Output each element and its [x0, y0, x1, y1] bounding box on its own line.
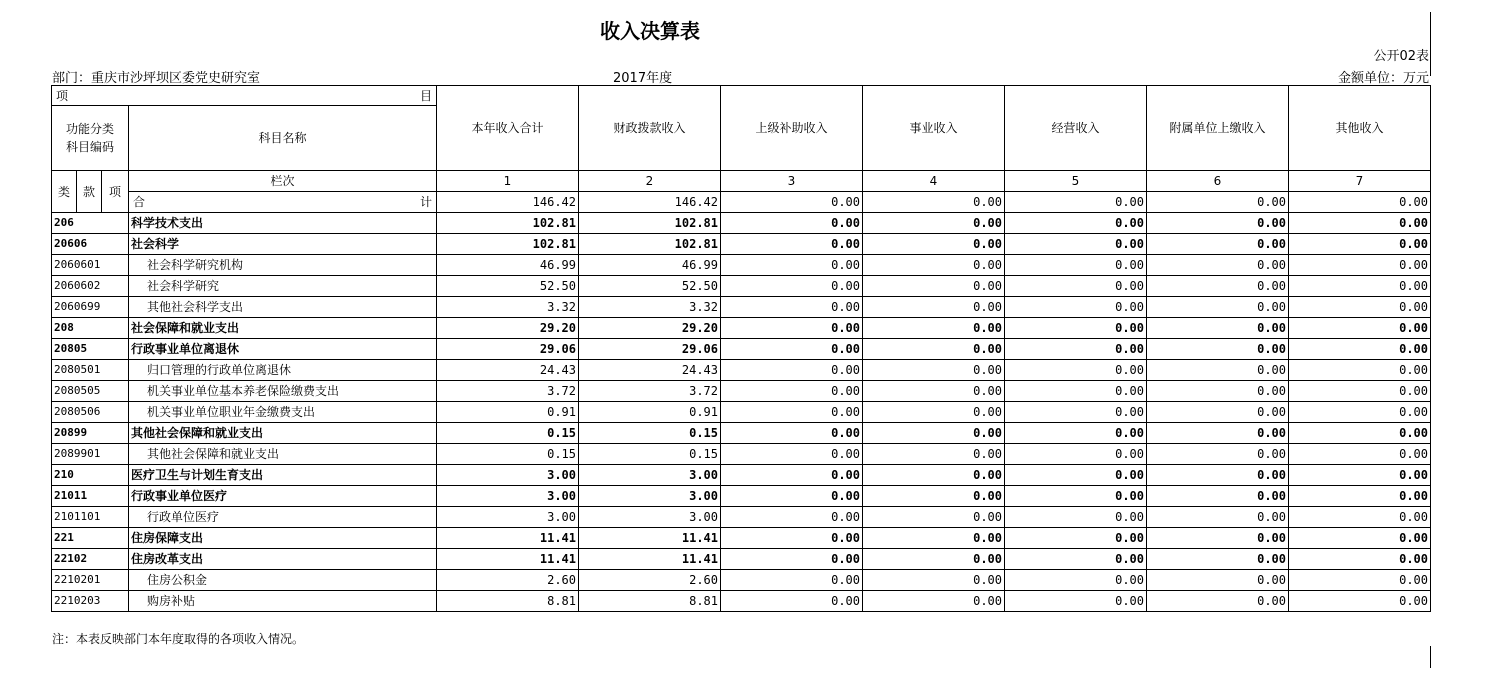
row-value-7: 0.00	[1289, 213, 1431, 234]
row-value-1: 11.41	[437, 549, 579, 570]
total-row	[52, 192, 1431, 213]
row-value-3: 0.00	[721, 360, 863, 381]
row-value-5: 0.00	[1005, 507, 1147, 528]
row-name: 行政事业单位离退休	[129, 339, 437, 360]
row-value-7: 0.00	[1289, 570, 1431, 591]
row-value-7: 0.00	[1289, 234, 1431, 255]
total-value-6: 0.00	[1147, 192, 1289, 213]
row-code: 208	[52, 318, 129, 339]
row-value-1: 3.00	[437, 507, 579, 528]
income-table	[51, 85, 1431, 612]
row-value-2: 46.99	[579, 255, 721, 276]
row-value-2: 11.41	[579, 528, 721, 549]
row-code: 206	[52, 213, 129, 234]
row-value-2: 3.00	[579, 465, 721, 486]
row-name: 其他社会保障和就业支出	[129, 444, 437, 465]
row-value-2: 2.60	[579, 570, 721, 591]
row-value-3: 0.00	[721, 444, 863, 465]
row-code: 2060602	[52, 276, 129, 297]
row-code: 2101101	[52, 507, 129, 528]
row-value-5: 0.00	[1005, 465, 1147, 486]
row-value-1: 0.15	[437, 444, 579, 465]
table-row	[52, 276, 1431, 297]
year-label: 2017年度	[613, 71, 673, 86]
total-value-2: 146.42	[579, 192, 721, 213]
row-value-3: 0.00	[721, 465, 863, 486]
row-name: 住房保障支出	[129, 528, 437, 549]
row-value-4: 0.00	[863, 465, 1005, 486]
table-row	[52, 549, 1431, 570]
row-value-5: 0.00	[1005, 276, 1147, 297]
total-value-4: 0.00	[863, 192, 1005, 213]
row-value-7: 0.00	[1289, 507, 1431, 528]
total-value-3: 0.00	[721, 192, 863, 213]
row-name: 医疗卫生与计划生育支出	[129, 465, 437, 486]
row-value-3: 0.00	[721, 507, 863, 528]
subject-name-header: 科目名称	[129, 106, 437, 171]
row-value-4: 0.00	[863, 360, 1005, 381]
row-value-6: 0.00	[1147, 444, 1289, 465]
row-value-1: 29.06	[437, 339, 579, 360]
row-value-1: 24.43	[437, 360, 579, 381]
lei-header: 类	[52, 171, 77, 213]
row-name: 归口管理的行政单位离退休	[129, 360, 437, 381]
row-code: 2060699	[52, 297, 129, 318]
row-value-3: 0.00	[721, 213, 863, 234]
row-value-1: 0.15	[437, 423, 579, 444]
row-name: 行政单位医疗	[129, 507, 437, 528]
row-value-7: 0.00	[1289, 591, 1431, 612]
table-row	[52, 423, 1431, 444]
row-value-4: 0.00	[863, 255, 1005, 276]
row-name: 其他社会科学支出	[129, 297, 437, 318]
row-value-5: 0.00	[1005, 423, 1147, 444]
row-code: 20899	[52, 423, 129, 444]
row-value-6: 0.00	[1147, 255, 1289, 276]
col-number-1: 1	[437, 171, 579, 192]
row-value-6: 0.00	[1147, 213, 1289, 234]
row-value-1: 3.72	[437, 381, 579, 402]
row-value-2: 0.15	[579, 423, 721, 444]
row-value-4: 0.00	[863, 591, 1005, 612]
row-value-3: 0.00	[721, 381, 863, 402]
department-label: 部门：重庆市沙坪坝区委党史研究室	[52, 71, 261, 86]
row-value-3: 0.00	[721, 234, 863, 255]
row-value-2: 11.41	[579, 549, 721, 570]
row-value-4: 0.00	[863, 507, 1005, 528]
row-value-6: 0.00	[1147, 234, 1289, 255]
row-value-2: 3.32	[579, 297, 721, 318]
row-value-5: 0.00	[1005, 444, 1147, 465]
row-value-4: 0.00	[863, 318, 1005, 339]
row-name: 社会科学研究机构	[129, 255, 437, 276]
row-value-5: 0.00	[1005, 549, 1147, 570]
row-name: 社会科学	[129, 234, 437, 255]
row-value-5: 0.00	[1005, 381, 1147, 402]
table-row	[52, 339, 1431, 360]
row-value-4: 0.00	[863, 297, 1005, 318]
row-value-6: 0.00	[1147, 465, 1289, 486]
row-value-1: 8.81	[437, 591, 579, 612]
row-value-6: 0.00	[1147, 402, 1289, 423]
col-header-3: 上级补助收入	[721, 86, 863, 171]
row-value-5: 0.00	[1005, 297, 1147, 318]
row-name: 社会科学研究	[129, 276, 437, 297]
col-header-1: 本年收入合计	[437, 86, 579, 171]
col-header-4: 事业收入	[863, 86, 1005, 171]
row-value-3: 0.00	[721, 486, 863, 507]
kuan-header: 款	[77, 171, 102, 213]
table-row	[52, 591, 1431, 612]
table-row	[52, 570, 1431, 591]
row-value-1: 2.60	[437, 570, 579, 591]
row-value-7: 0.00	[1289, 444, 1431, 465]
row-value-1: 3.32	[437, 297, 579, 318]
row-value-5: 0.00	[1005, 486, 1147, 507]
row-value-2: 102.81	[579, 234, 721, 255]
row-value-5: 0.00	[1005, 402, 1147, 423]
row-code: 2080501	[52, 360, 129, 381]
row-value-1: 3.00	[437, 486, 579, 507]
row-value-6: 0.00	[1147, 528, 1289, 549]
table-row	[52, 318, 1431, 339]
row-value-5: 0.00	[1005, 318, 1147, 339]
row-value-4: 0.00	[863, 276, 1005, 297]
row-value-7: 0.00	[1289, 402, 1431, 423]
row-name: 机关事业单位职业年金缴费支出	[129, 402, 437, 423]
lanci-header: 栏次	[129, 171, 437, 192]
row-value-3: 0.00	[721, 339, 863, 360]
row-name: 购房补贴	[129, 591, 437, 612]
row-value-2: 0.15	[579, 444, 721, 465]
row-value-2: 3.72	[579, 381, 721, 402]
row-value-5: 0.00	[1005, 570, 1147, 591]
row-value-4: 0.00	[863, 402, 1005, 423]
total-value-7: 0.00	[1289, 192, 1431, 213]
row-value-1: 29.20	[437, 318, 579, 339]
table-row	[52, 528, 1431, 549]
row-code: 22102	[52, 549, 129, 570]
row-value-2: 29.20	[579, 318, 721, 339]
col-header-2: 财政拨款收入	[579, 86, 721, 171]
row-value-6: 0.00	[1147, 318, 1289, 339]
row-value-3: 0.00	[721, 423, 863, 444]
row-value-2: 24.43	[579, 360, 721, 381]
col-header-5: 经营收入	[1005, 86, 1147, 171]
row-value-1: 102.81	[437, 213, 579, 234]
header-row-item	[52, 86, 1431, 106]
row-code: 2210201	[52, 570, 129, 591]
table-row	[52, 255, 1431, 276]
row-value-6: 0.00	[1147, 381, 1289, 402]
row-value-5: 0.00	[1005, 255, 1147, 276]
row-value-3: 0.00	[721, 570, 863, 591]
row-value-6: 0.00	[1147, 591, 1289, 612]
row-value-7: 0.00	[1289, 423, 1431, 444]
row-value-7: 0.00	[1289, 276, 1431, 297]
page-edge-line-bottom	[1430, 646, 1431, 668]
col-header-7: 其他收入	[1289, 86, 1431, 171]
col-number-5: 5	[1005, 171, 1147, 192]
row-value-4: 0.00	[863, 423, 1005, 444]
row-value-1: 0.91	[437, 402, 579, 423]
row-value-7: 0.00	[1289, 318, 1431, 339]
row-value-2: 0.91	[579, 402, 721, 423]
table-row	[52, 381, 1431, 402]
row-value-2: 102.81	[579, 213, 721, 234]
row-value-3: 0.00	[721, 528, 863, 549]
row-code: 2060601	[52, 255, 129, 276]
row-value-7: 0.00	[1289, 339, 1431, 360]
col-number-7: 7	[1289, 171, 1431, 192]
row-code: 2080506	[52, 402, 129, 423]
row-value-6: 0.00	[1147, 507, 1289, 528]
col-header-6: 附属单位上缴收入	[1147, 86, 1289, 171]
table-row	[52, 213, 1431, 234]
table-row	[52, 297, 1431, 318]
row-value-7: 0.00	[1289, 528, 1431, 549]
row-code: 2080505	[52, 381, 129, 402]
row-value-1: 102.81	[437, 234, 579, 255]
table-row	[52, 234, 1431, 255]
row-code: 20805	[52, 339, 129, 360]
row-name: 科学技术支出	[129, 213, 437, 234]
row-value-1: 52.50	[437, 276, 579, 297]
func-code-header: 功能分类 科目编码	[52, 106, 129, 171]
table-row	[52, 444, 1431, 465]
row-name: 其他社会保障和就业支出	[129, 423, 437, 444]
row-value-2: 3.00	[579, 507, 721, 528]
footnote: 注：本表反映部门本年度取得的各项收入情况。	[52, 632, 305, 646]
table-row	[52, 402, 1431, 423]
row-code: 210	[52, 465, 129, 486]
row-value-4: 0.00	[863, 339, 1005, 360]
row-value-6: 0.00	[1147, 339, 1289, 360]
row-value-5: 0.00	[1005, 360, 1147, 381]
row-value-6: 0.00	[1147, 360, 1289, 381]
col-number-4: 4	[863, 171, 1005, 192]
row-value-4: 0.00	[863, 570, 1005, 591]
row-value-6: 0.00	[1147, 549, 1289, 570]
row-value-7: 0.00	[1289, 465, 1431, 486]
row-value-3: 0.00	[721, 318, 863, 339]
row-value-3: 0.00	[721, 255, 863, 276]
row-value-3: 0.00	[721, 549, 863, 570]
col-number-3: 3	[721, 171, 863, 192]
row-code: 21011	[52, 486, 129, 507]
row-value-5: 0.00	[1005, 213, 1147, 234]
row-value-5: 0.00	[1005, 339, 1147, 360]
row-value-1: 3.00	[437, 465, 579, 486]
row-value-2: 8.81	[579, 591, 721, 612]
row-value-3: 0.00	[721, 276, 863, 297]
row-code: 221	[52, 528, 129, 549]
row-value-7: 0.00	[1289, 360, 1431, 381]
row-name: 社会保障和就业支出	[129, 318, 437, 339]
row-code: 2089901	[52, 444, 129, 465]
row-value-5: 0.00	[1005, 528, 1147, 549]
total-value-5: 0.00	[1005, 192, 1147, 213]
row-value-4: 0.00	[863, 528, 1005, 549]
row-value-6: 0.00	[1147, 423, 1289, 444]
row-value-4: 0.00	[863, 549, 1005, 570]
table-row	[52, 507, 1431, 528]
row-value-7: 0.00	[1289, 297, 1431, 318]
table-row	[52, 360, 1431, 381]
row-value-3: 0.00	[721, 591, 863, 612]
row-name: 行政事业单位医疗	[129, 486, 437, 507]
row-value-1: 11.41	[437, 528, 579, 549]
form-number: 公开02表	[1373, 49, 1429, 64]
row-value-4: 0.00	[863, 444, 1005, 465]
row-value-4: 0.00	[863, 486, 1005, 507]
row-value-6: 0.00	[1147, 297, 1289, 318]
row-value-5: 0.00	[1005, 234, 1147, 255]
page-edge-line	[1430, 12, 1431, 76]
row-value-7: 0.00	[1289, 255, 1431, 276]
row-value-2: 3.00	[579, 486, 721, 507]
row-value-3: 0.00	[721, 402, 863, 423]
row-name: 住房公积金	[129, 570, 437, 591]
row-value-6: 0.00	[1147, 276, 1289, 297]
total-label-cell: 合 计	[129, 192, 437, 213]
row-name: 机关事业单位基本养老保险缴费支出	[129, 381, 437, 402]
total-value-1: 146.42	[437, 192, 579, 213]
row-value-4: 0.00	[863, 213, 1005, 234]
col-number-6: 6	[1147, 171, 1289, 192]
row-name: 住房改革支出	[129, 549, 437, 570]
row-value-3: 0.00	[721, 297, 863, 318]
row-value-5: 0.00	[1005, 591, 1147, 612]
row-value-6: 0.00	[1147, 570, 1289, 591]
row-value-7: 0.00	[1289, 549, 1431, 570]
page-title: 收入决算表	[600, 19, 700, 43]
row-value-4: 0.00	[863, 381, 1005, 402]
item-header-cell: 项 目	[52, 86, 437, 106]
row-code: 20606	[52, 234, 129, 255]
row-value-4: 0.00	[863, 234, 1005, 255]
row-value-7: 0.00	[1289, 486, 1431, 507]
header-row-lanci	[52, 171, 1431, 192]
table-row	[52, 486, 1431, 507]
row-code: 2210203	[52, 591, 129, 612]
row-value-7: 0.00	[1289, 381, 1431, 402]
row-value-2: 52.50	[579, 276, 721, 297]
col-number-2: 2	[579, 171, 721, 192]
row-value-1: 46.99	[437, 255, 579, 276]
row-value-6: 0.00	[1147, 486, 1289, 507]
xiang-header: 项	[102, 171, 129, 213]
row-value-2: 29.06	[579, 339, 721, 360]
unit-label: 金额单位：万元	[1337, 71, 1429, 86]
table-row	[52, 465, 1431, 486]
